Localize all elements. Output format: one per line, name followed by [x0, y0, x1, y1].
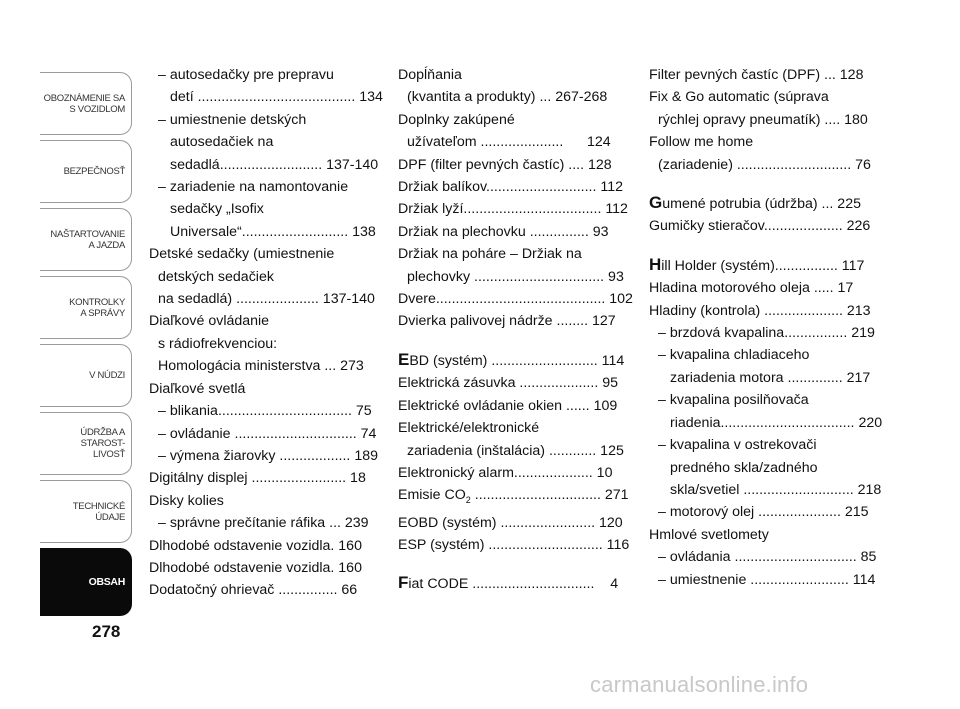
- index-line: Homologácia ministerstva ... 273: [158, 358, 364, 375]
- index-line: Dvierka palivovej nádrže ........ 127: [398, 313, 616, 330]
- index-column-3: [649, 64, 883, 591]
- index-line: Dodatočný ohrievač ............... 66: [149, 582, 358, 599]
- index-line: Elektrická zásuvka .................... 95: [398, 375, 618, 392]
- tab-bezpecnost[interactable]: BEZPEČNOSŤ: [40, 140, 132, 203]
- index-line: – výmena žiarovky .................. 189: [158, 447, 378, 464]
- index-line: s rádiofrekvenciou:: [158, 335, 278, 352]
- index-line: Follow me home: [649, 134, 754, 151]
- index-line: Dlhodobé odstavenie vozidla. 160: [149, 537, 362, 554]
- index-line: Elektronický alarm.................... 10: [398, 464, 613, 481]
- index-line: Dvere........................................... 102: [398, 291, 633, 308]
- tab-obsah[interactable]: OBSAH: [40, 548, 132, 616]
- index-line: DPF (filter pevných častíc) .... 128: [398, 156, 612, 173]
- index-line: – umiestnenie detských: [158, 111, 307, 128]
- index-line: – kvapalina posilňovača: [658, 392, 809, 409]
- tab-v-nudzi[interactable]: V NÚDZI: [40, 344, 132, 407]
- page-number: 278: [92, 622, 121, 641]
- index-line: Diaľkové svetlá: [149, 380, 246, 397]
- index-line: na sedadlá) ..................... 137-140: [158, 291, 375, 308]
- index-line: predného skla/zadného: [670, 459, 818, 476]
- tab-udrzba[interactable]: ÚDRŽBA A STAROST- LIVOSŤ: [40, 412, 132, 475]
- index-line: Emisie $CO_2$ ................................ 271: [398, 487, 629, 506]
- letter-initial: G: [649, 193, 663, 213]
- index-line: Filter pevných častíc (DPF) ... 128: [649, 67, 864, 83]
- index-line: Gumené potrubia (údržba) ... 225: [649, 193, 861, 213]
- index-line: Držiak lyží................................... 112: [398, 201, 628, 218]
- index-line: Digitálny displej ........................ 18: [149, 470, 366, 487]
- index-line: sedadlá.......................... 137-140: [170, 156, 379, 173]
- index-line: – blikania.................................. 75: [158, 403, 372, 420]
- watermark: carmanualsonline.info: [590, 672, 809, 697]
- index-line: Dopĺňania: [398, 67, 462, 83]
- index-line: ESP (systém) ............................. 116: [398, 536, 630, 553]
- index-line: Detské sedačky (umiestnenie: [149, 246, 335, 263]
- index-line: Držiak balíkov............................ 112: [398, 179, 623, 196]
- index-line: zariadenia motora .............. 217: [670, 369, 871, 386]
- index-line: Fiat CODE ............................... 4: [398, 573, 619, 593]
- index-line: Elektrické/elektronické: [398, 420, 540, 437]
- index-line: Doplnky zakúpené: [398, 111, 515, 128]
- index-line: zariadenia (inštalácia) ............ 125: [407, 442, 624, 459]
- index-column-2: [398, 64, 633, 596]
- index-line: Držiak na poháre – Držiak na: [398, 246, 582, 263]
- index-line: Hladiny (kontrola) .................... 213: [649, 302, 871, 319]
- index-line: detí ........................................ 134: [170, 89, 383, 106]
- index-line: rýchlej opravy pneumatík) .... 180: [658, 111, 868, 128]
- tab-kontrolky[interactable]: KONTROLKY A SPRÁVY: [40, 276, 132, 339]
- index-line: autosedačiek na: [170, 134, 274, 151]
- index-line: – brzdová kvapalina................ 219: [658, 325, 875, 342]
- index-line: – motorový olej ..................... 215: [658, 504, 869, 521]
- index-line: Gumičky stieračov.................... 226: [649, 218, 871, 235]
- index-line: detských sedačiek: [158, 268, 274, 285]
- letter-initial: E: [398, 349, 410, 369]
- index-line: Diaľkové ovládanie: [149, 313, 270, 330]
- index-column-1: [149, 64, 383, 602]
- tab-oboznamenie[interactable]: OBOZNÁMENIE SA S VOZIDLOM: [40, 72, 132, 135]
- index-line: Hmlové svetlomety: [649, 526, 769, 543]
- index-line: užívateľom ..................... 124: [407, 134, 611, 151]
- index-line: – autosedačky pre prepravu: [158, 67, 334, 83]
- index-line: – správne prečítanie ráfika ... 239: [158, 515, 369, 532]
- index-line: riadenia.................................. 220: [670, 414, 883, 431]
- index-line: sedačky „Isofix: [170, 201, 264, 218]
- index-line: – kvapalina v ostrekovači: [658, 437, 817, 454]
- index-line: EOBD (systém) ........................ 120: [398, 514, 623, 531]
- index-line: – zariadenie na namontovanie: [158, 179, 349, 196]
- tab-nastartovanie[interactable]: NAŠTARTOVANIE A JAZDA: [40, 208, 132, 271]
- letter-initial: F: [398, 573, 409, 593]
- index-line: Universale“........................... 138: [170, 223, 376, 240]
- index-line: – ovládania ............................... 85: [658, 549, 877, 566]
- index-line: (kvantita a produkty) ... 267-268: [407, 89, 608, 106]
- index-line: Fix & Go automatic (súprava: [649, 89, 829, 106]
- index-line: – kvapalina chladiaceho: [658, 347, 810, 364]
- index-line: (zariadenie) ............................. 76: [658, 156, 871, 173]
- index-line: plechovky ................................. 93: [407, 268, 624, 285]
- letter-initial: H: [649, 254, 662, 274]
- tab-technicke-udaje[interactable]: TECHNICKÉ ÚDAJE: [40, 480, 132, 543]
- index-line: – umiestnenie ......................... 114: [658, 571, 876, 588]
- index-line: Držiak na plechovku ............... 93: [398, 223, 609, 240]
- index-line: Disky kolies: [149, 492, 224, 509]
- index-line: EBD (systém) ........................... 114: [398, 349, 625, 369]
- index-line: Hladina motorového oleja ..... 17: [649, 280, 854, 297]
- index-line: Dlhodobé odstavenie vozidla. 160: [149, 559, 362, 576]
- index-line: Hill Holder (systém)................ 117: [649, 254, 865, 274]
- index-line: – ovládanie ............................... 74: [158, 425, 377, 442]
- index-line: skla/svetiel ............................ 218: [670, 481, 882, 498]
- index-line: Elektrické ovládanie okien ...... 109: [398, 397, 618, 414]
